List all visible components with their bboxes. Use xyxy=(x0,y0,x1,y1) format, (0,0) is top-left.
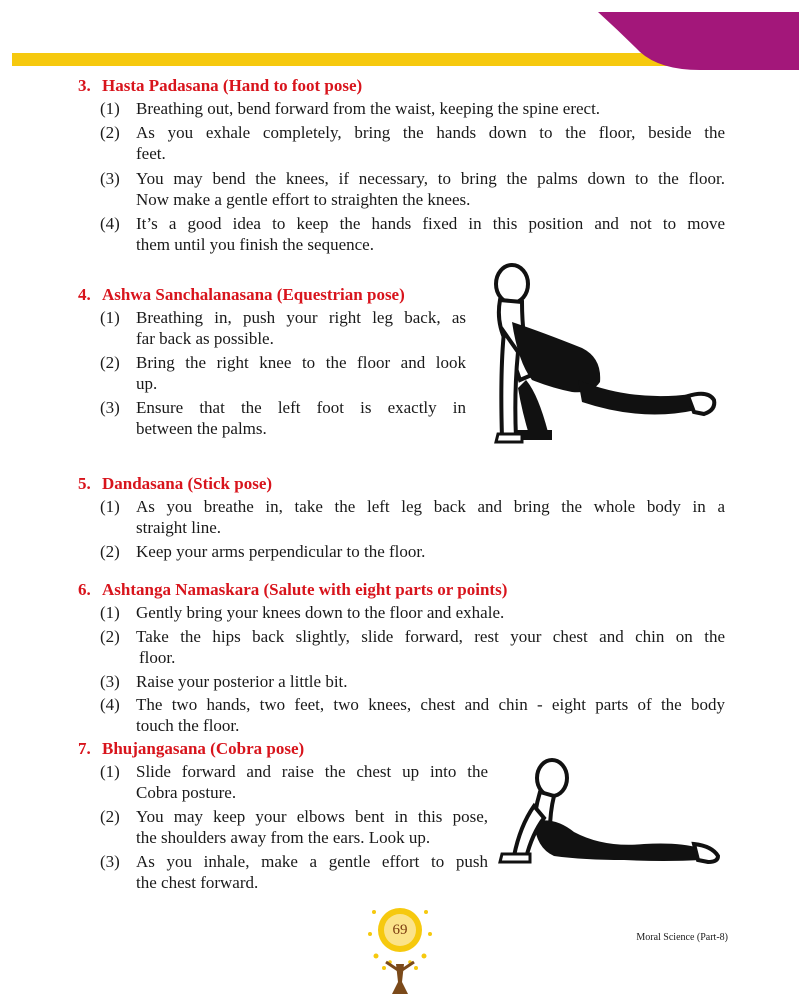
list-item: (4) The two hands, two feet, two knees, chest and chin - eight parts of the body touch the floor. xyxy=(100,695,725,735)
page-number: 69 xyxy=(392,922,408,938)
list-item: (1) As you breathe in, take the left leg back and bring the whole body in a straight line. xyxy=(100,497,725,537)
section-heading: 3. Hasta Padasana (Hand to foot pose) xyxy=(78,76,363,95)
list-item: (2) You may keep your elbows bent in this pose, the shoulders away from the ears. Look up. xyxy=(100,807,488,847)
list-item: (2) Take the hips back slightly, slide forward, rest your chest and chin on the floor. xyxy=(100,627,725,667)
list-item: (2) As you exhale completely, bring the hands down to the floor, beside the feet. xyxy=(100,123,725,163)
list-item: (3) You may bend the knees, if necessary, to bring the palms down to the floor. Now make a gentle effort to straighten the knees. xyxy=(100,169,725,209)
section-heading: 6. Ashtanga Namaskara (Salute with eight parts or points) xyxy=(78,580,508,599)
list-item: (3) As you inhale, make a gentle effort to push the chest forward. xyxy=(100,852,488,892)
section-heading: 7. Bhujangasana (Cobra pose) xyxy=(78,739,305,758)
list-item: (1) Breathing in, push your right leg back, as far back as possible. xyxy=(100,308,466,348)
list-item: (1) Slide forward and raise the chest up into the Cobra posture. xyxy=(100,762,488,802)
list-item: (4) It’s a good idea to keep the hands fixed in this position and not to move them until you finish the sequence. xyxy=(100,214,725,254)
list-item: (2) Bring the right knee to the floor and look up. xyxy=(100,353,466,393)
section-heading: 4. Ashwa Sanchalanasana (Equestrian pose) xyxy=(78,285,405,304)
list-item: (3) Ensure that the left foot is exactly in between the palms. xyxy=(100,398,466,438)
section-heading: 5. Dandasana (Stick pose) xyxy=(78,474,273,493)
cobra-pose-illustration xyxy=(494,756,724,868)
book-title: Moral Science (Part-8) xyxy=(636,932,728,943)
equestrian-pose-illustration xyxy=(482,262,722,444)
page-content: 3. Hasta Padasana (Hand to foot pose) (1) Breathing out, bend forward from the waist, keeping the spine erect. (2) As you exhale completely, bring the hands down to the floor, beside the feet. (3) You may bend the knees, if necessary, to bring the palms down to the floor. Now make a gentle effort to straighten the knees. (4) It’s a good idea to keep the hands fixed in this position and not to move them until you finish the sequence. 4. Ashwa Sanchalanasana (Equestrian pose) (1) Breathing in, push your right leg back, as far back as possible. (2) Bring the right knee to the floor and look up. (3) Ensure that the left foot is exactly in between the palms. 5. Dandasana (Stick pose) (1) As you breathe in, take the left leg back and bring the whole body in a straight line. (2) Keep your arms perpendicular to the floor. 6. Ashtanga Namaskara (Salute with eight parts or points) (1) Gently bring your knees down to the floor and exhale. (2) Take the hips back slightly, slide forward, rest your chest and chin on the floor. (3) Raise your posterior a little bit. (4) The two hands, two feet, two knees, chest and chin - eight parts of the body touch the floor. 7. Bhujangasana (Cobra pose) (1) Slide forward and raise the chest up into the Cobra posture. (2) You may keep your elbows bent in this pose, the shoulders away from the ears. Look up. (3) As you inhale, make a gentle effort to push the chest forward. 69 Moral Science (Part-8) xyxy=(0,0,799,1000)
